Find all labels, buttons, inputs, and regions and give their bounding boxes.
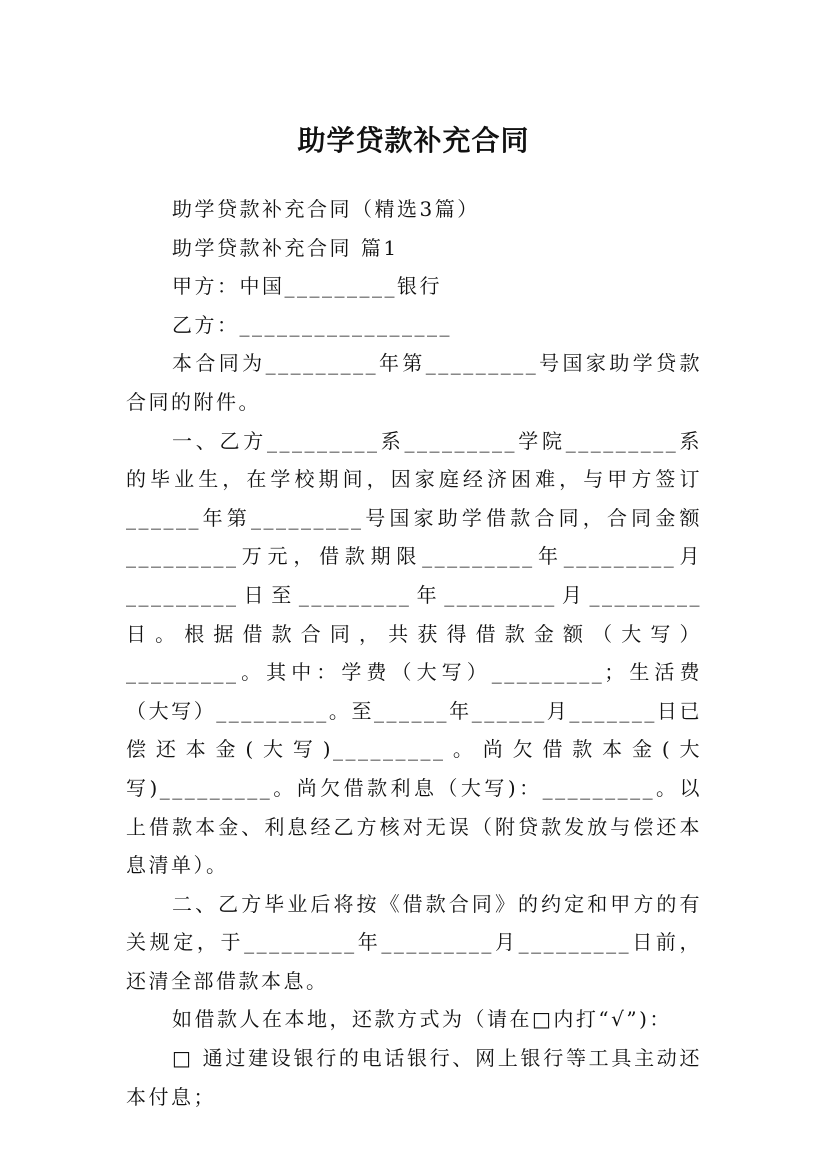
paragraph-repayment-option-1: □ 通过建设银行的电话银行、网上银行等工具主动还本付息；: [126, 1046, 702, 1109]
document-title: 助学贷款补充合同: [297, 123, 530, 157]
paragraph-section-heading: 助学贷款补充合同 篇1: [172, 235, 399, 260]
paragraph-party-b: 乙方：_________________: [172, 312, 452, 337]
paragraph-subtitle: 助学贷款补充合同（精选3篇）: [172, 197, 480, 221]
paragraph-attachment-note: 本合同为_________年第_________号国家助学贷款合同的附件。: [126, 351, 702, 414]
paragraph-clause-1: 一、乙方_________系_________学院_________系的毕业生，在学校期间，因家庭经济困难，与甲方签订______年第_________号国家助学借款合同，合同金额_________万元，借款期限_________年_________月_________日至_________年_________月_________日。根据借款合同，共获得借款金额（大写）_________。其中：学费（大写）_________；生活费（大写）_________。至______年______月_______日已偿还本金(大写)_________。尚欠借款本金(大写)_________。尚欠借款利息（大写)：_________。以上借款本金、利息经乙方核对无误（附贷款发放与偿还本息清单）。: [126, 428, 702, 878]
paragraph-repayment-method: 如借款人在本地，还款方式为（请在□内打“√”)：: [172, 1007, 672, 1032]
paragraph-party-a: 甲方：中国_________银行: [172, 274, 442, 299]
document-body: [126, 190, 702, 1116]
paragraph-clause-2: 二、乙方毕业后将按《借款合同》的约定和甲方的有关规定，于_________年_________月_________日前，还清全部借款本息。: [126, 891, 702, 993]
